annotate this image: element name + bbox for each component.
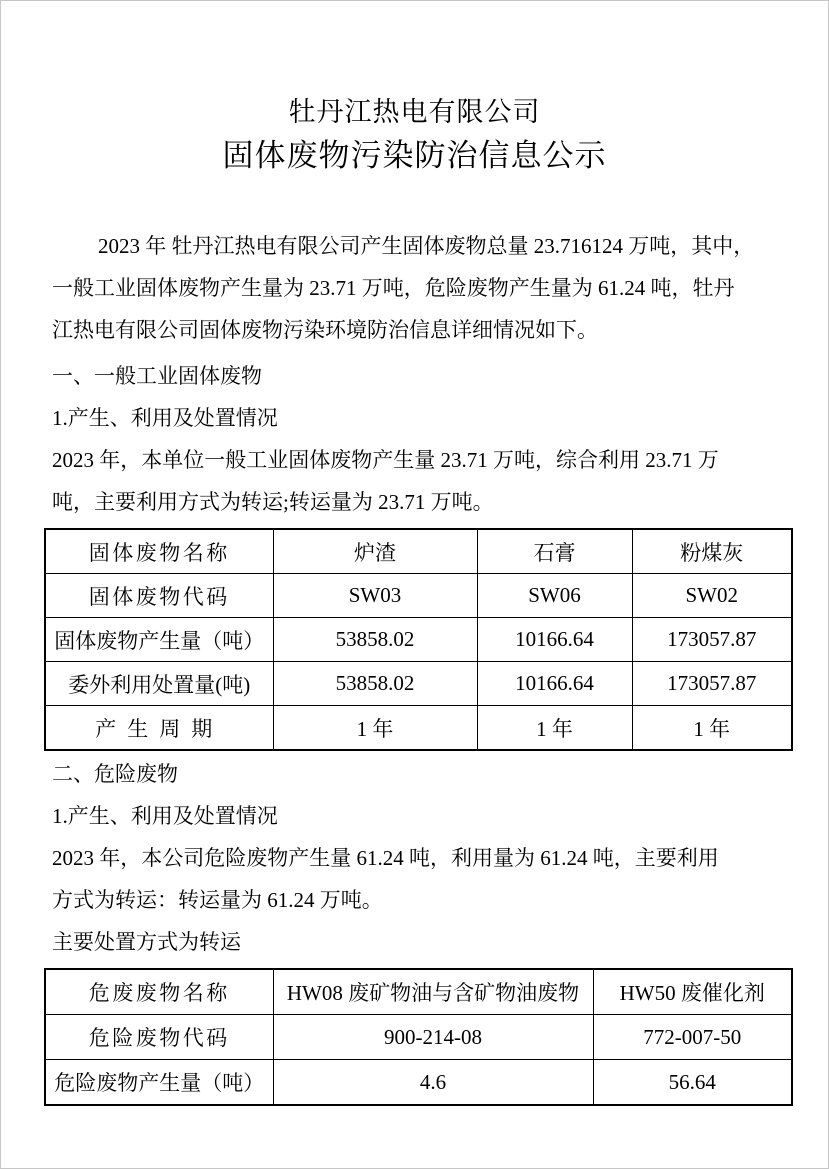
row-label-cell: 固体废物代码 (45, 574, 273, 618)
table-cell: 900-214-08 (273, 1015, 593, 1060)
section2-note: 主要处置方式为转运 (52, 930, 241, 954)
table-cell: 10166.64 (477, 618, 632, 662)
table-cell: SW06 (477, 574, 632, 618)
table-row (45, 969, 792, 1015)
document-body (44, 225, 789, 1106)
section1-paragraph-line: 吨，主要利用方式为转运;转运量为 23.71 万吨。 (52, 490, 494, 514)
row-label-cell: 危险废物代码 (45, 1015, 273, 1060)
table-row (45, 529, 792, 574)
table-cell: HW08 废矿物油与含矿物油废物 (273, 969, 593, 1015)
section2-paragraph-line: 2023 年，本公司危险废物产生量 61.24 吨，利用量为 61.24 吨，主要利用 (52, 846, 719, 870)
section2-heading: 二、危险废物 (52, 762, 178, 786)
intro-line: 2023 年 牡丹江热电有限公司产生固体废物总量 23.716124 万吨，其中， (98, 234, 755, 258)
table-cell: 1 年 (477, 706, 632, 751)
table-cell: 56.64 (593, 1060, 792, 1106)
section1-paragraph-line: 2023 年，本单位一般工业固体废物产生量 23.71 万吨，综合利用 23.71 万 (52, 448, 719, 472)
table-row (45, 618, 792, 662)
table-row (45, 1060, 792, 1106)
general-waste-table (44, 528, 793, 751)
title-document-subject: 固体废物污染防治信息公示 (222, 138, 607, 173)
row-label-cell: 固体废物名称 (45, 529, 273, 574)
table-row (45, 1015, 792, 1060)
table-row (45, 574, 792, 618)
table-cell: 772-007-50 (593, 1015, 792, 1060)
table-cell: 53858.02 (273, 618, 477, 662)
section1-subheading: 1.产生、利用及处置情况 (52, 406, 278, 430)
section1-heading: 一、一般工业固体废物 (52, 364, 262, 388)
table-cell: HW50 废催化剂 (593, 969, 792, 1015)
row-label-cell: 产生周期 (45, 706, 273, 751)
section-general-industrial-waste (44, 355, 789, 751)
table-cell: 1 年 (273, 706, 477, 751)
intro-line: 江热电有限公司固体废物污染环境防治信息详细情况如下。 (52, 318, 598, 342)
hazardous-waste-table (44, 968, 793, 1106)
title-company-name: 牡丹江热电有限公司 (288, 97, 541, 127)
table-cell: 1 年 (632, 706, 792, 751)
table-cell: SW03 (273, 574, 477, 618)
table-cell: 粉煤灰 (632, 529, 792, 574)
table-cell: 石膏 (477, 529, 632, 574)
section2-subheading: 1.产生、利用及处置情况 (52, 804, 278, 828)
row-label-cell: 委外利用处置量(吨) (45, 662, 273, 706)
row-label-cell: 危险废物产生量（吨） (45, 1060, 273, 1106)
section2-paragraph-line: 方式为转运：转运量为 61.24 万吨。 (52, 888, 383, 912)
section-hazardous-waste (44, 753, 789, 1106)
document-title (1, 90, 828, 178)
table-row (45, 706, 792, 751)
intro-line: 一般工业固体废物产生量为 23.71 万吨，危险废物产生量为 61.24 吨，牡丹 (52, 276, 735, 300)
table-cell: 炉渣 (273, 529, 477, 574)
table-cell: 4.6 (273, 1060, 593, 1106)
row-label-cell: 固体废物产生量（吨） (45, 618, 273, 662)
table-cell: 10166.64 (477, 662, 632, 706)
table-row (45, 662, 792, 706)
table-cell: 53858.02 (273, 662, 477, 706)
row-label-cell: 危废废物名称 (45, 969, 273, 1015)
table-cell: 173057.87 (632, 662, 792, 706)
intro-paragraph (44, 225, 789, 351)
table-cell: SW02 (632, 574, 792, 618)
table-cell: 173057.87 (632, 618, 792, 662)
